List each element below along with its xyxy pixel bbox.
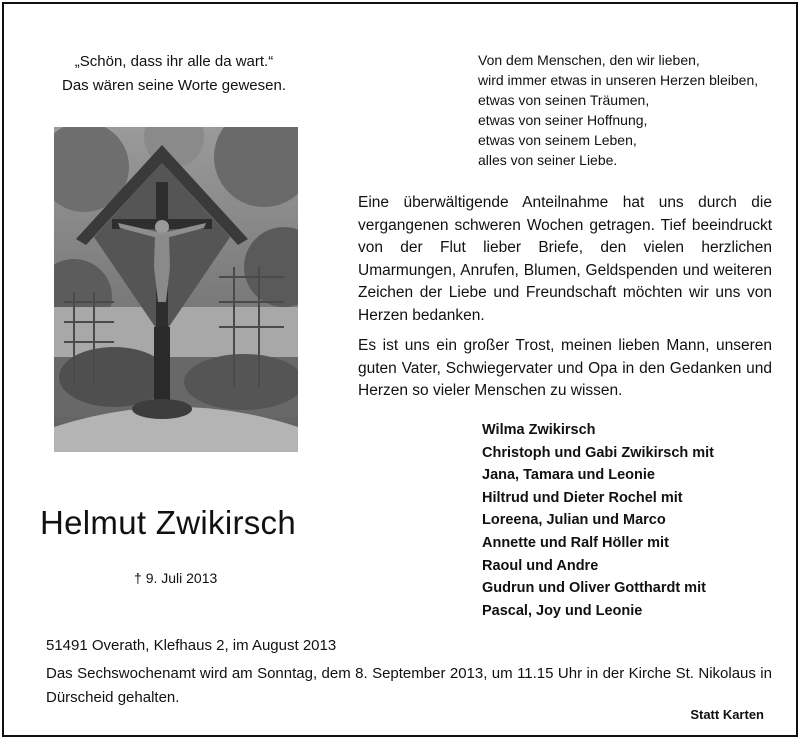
family-line: Pascal, Joy und Leonie xyxy=(482,602,643,619)
poem-line: wird immer etwas in unseren Herzen bleiben, xyxy=(478,72,759,88)
poem-line: etwas von seiner Hoffnung, xyxy=(478,112,648,128)
death-date-line xyxy=(134,570,217,586)
family-line: Annette und Ralf Höller mit xyxy=(482,534,669,551)
death-date: 9. Juli 2013 xyxy=(145,570,218,586)
statt-karten-note: Statt Karten xyxy=(690,707,764,722)
quote-block xyxy=(44,50,304,98)
poem-line: etwas von seinem Leben, xyxy=(478,132,637,148)
poem-line: Von dem Menschen, den wir lieben, xyxy=(478,52,700,68)
family-line: Christoph und Gabi Zwikirsch mit xyxy=(482,444,715,461)
family-line: Gudrun und Oliver Gotthardt mit xyxy=(482,580,706,597)
crucifix-photo xyxy=(54,127,298,452)
family-line: Jana, Tamara und Leonie xyxy=(482,467,655,484)
cross-icon: † xyxy=(134,570,142,586)
poem-line: alles von seiner Liebe. xyxy=(478,152,618,168)
family-list xyxy=(482,419,782,622)
thanks-paragraph: Es ist uns ein großer Trost, meinen lieben Mann, unseren guten Vater, Schwiegervater und Opa in den Gedanken und Herzen so vieler Menschen zu wissen. xyxy=(358,337,772,399)
family-line: Loreena, Julian und Marco xyxy=(482,512,666,529)
deceased-name: Helmut Zwikirsch xyxy=(40,504,296,541)
thanks-text xyxy=(358,192,772,411)
family-line: Raoul und Andre xyxy=(482,557,599,574)
thanks-paragraph: Eine überwältigende Anteilnahme hat uns durch die vergangenen schweren Wochen getragen. Tief beeindruckt von der Flut lieber Briefe, den vielen herzlichen Umarmungen, Anrufen, Blumen, Geldspenden und weiteren Zeichen der Liebe und Freundschaft möchten wir uns von Herzen bedanken. xyxy=(358,194,772,324)
address-line: 51491 Overath, Klefhaus 2, im August 2013 xyxy=(46,637,337,654)
obituary-notice xyxy=(2,2,798,737)
quote-line: „Schön, dass ihr alle da wart.“ xyxy=(74,53,274,70)
poem xyxy=(478,50,778,170)
family-line: Wilma Zwikirsch xyxy=(482,422,596,438)
poem-line: etwas von seinen Träumen, xyxy=(478,92,650,108)
family-line: Hiltrud und Dieter Rochel mit xyxy=(482,489,683,506)
service-notice: Das Sechswochenamt wird am Sonntag, dem 8. September 2013, um 11.15 Uhr in der Kirche St. Nikolaus in Dürscheid gehalten. xyxy=(46,665,772,706)
quote-attribution: Das wären seine Worte gewesen. xyxy=(61,77,286,94)
